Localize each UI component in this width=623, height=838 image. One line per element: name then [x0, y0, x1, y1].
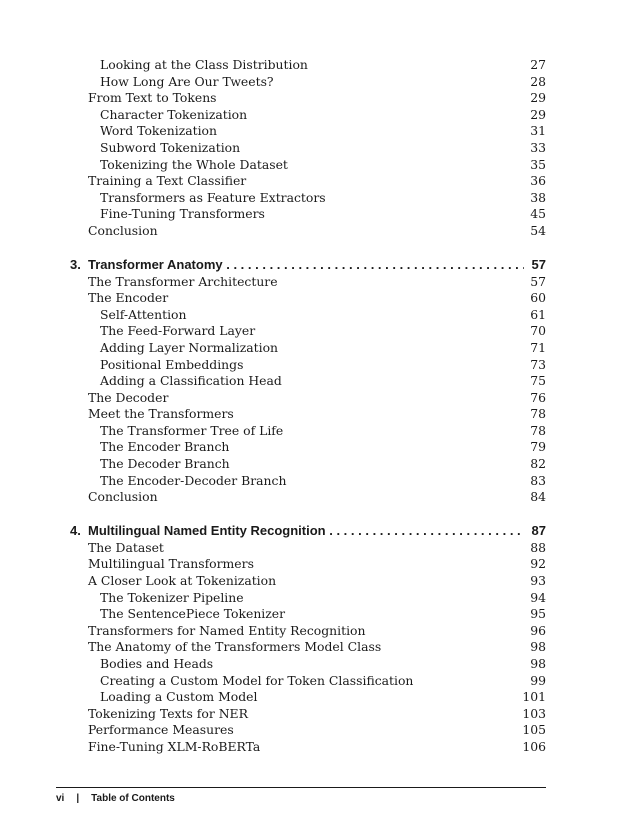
toc-entry-title: Character Tokenization: [100, 106, 248, 122]
toc-section-entry[interactable]: [66, 173, 546, 190]
toc-entry-page-number: 27: [530, 57, 546, 72]
toc-entry-title: The Transformer Architecture: [88, 273, 278, 289]
toc-subsection-entry[interactable]: [66, 373, 546, 390]
toc-entry-title: Looking at the Class Distribution: [100, 57, 308, 72]
toc-section-entry[interactable]: [66, 573, 546, 590]
toc-entry-page-number: 36: [530, 173, 546, 189]
toc-entry-page-number: 76: [530, 389, 546, 405]
toc-subsection-entry[interactable]: [66, 423, 546, 440]
toc-section-entry[interactable]: [66, 556, 546, 573]
toc-entry-title: Tokenizing the Whole Dataset: [100, 156, 288, 172]
toc-entry-title: Adding a Classification Head: [100, 373, 282, 389]
toc-entry-title: The Transformer Tree of Life: [100, 422, 284, 438]
toc-entry-title: Bodies and Heads: [100, 656, 214, 671]
toc-entry-page-number: 101: [522, 689, 546, 705]
toc-entry-title: Adding Layer Normalization: [100, 339, 279, 355]
toc-entry-page-number: 33: [530, 139, 546, 155]
toc-subsection-entry[interactable]: [66, 656, 546, 673]
toc-entry-title: A Closer Look at Tokenization: [88, 573, 277, 589]
toc-section-entry[interactable]: [66, 90, 546, 107]
toc-entry-title: How Long Are Our Tweets?: [100, 73, 274, 89]
chapter-number: 3.: [70, 256, 81, 272]
toc-section-entry[interactable]: [66, 639, 546, 656]
chapter-heading[interactable]: [66, 522, 546, 540]
toc-entry-page-number: 29: [530, 106, 546, 122]
toc-section-entry[interactable]: [66, 706, 546, 723]
toc-entry-title: From Text to Tokens: [88, 90, 217, 106]
toc-section-entry[interactable]: [66, 489, 546, 506]
toc-entry-title: Conclusion: [88, 489, 158, 505]
toc-entry-page-number: 70: [530, 323, 546, 339]
toc-section-entry[interactable]: [66, 290, 546, 307]
toc-entry-page-number: 99: [530, 672, 546, 688]
toc-entry-page-number: 71: [530, 339, 546, 355]
toc-subsection-entry[interactable]: [66, 307, 546, 324]
toc-entry-page-number: 84: [530, 489, 546, 505]
toc-entry-page-number: 45: [530, 206, 546, 222]
toc-subsection-entry[interactable]: [66, 456, 546, 473]
toc-entry-title: Creating a Custom Model for Token Classification: [100, 672, 414, 688]
toc-entry-page-number: 96: [530, 622, 546, 638]
toc-entry-title: Tokenizing Texts for NER: [88, 705, 248, 721]
toc-entry-title: Loading a Custom Model: [100, 689, 258, 705]
toc-entry-page-number: 95: [530, 606, 546, 622]
toc-entry-title: Word Tokenization: [100, 123, 217, 139]
toc-entry-title: Conclusion: [88, 222, 158, 238]
toc-entry-page-number: 29: [530, 90, 546, 106]
toc-section-entry[interactable]: [66, 739, 546, 756]
toc-subsection-entry[interactable]: [66, 590, 546, 607]
toc-entry-title: Performance Measures: [88, 722, 234, 738]
toc-entry-page-number: 31: [530, 123, 546, 139]
toc-subsection-entry[interactable]: [66, 140, 546, 157]
toc-entry-page-number: 93: [530, 573, 546, 589]
toc-entry-title: The Feed-Forward Layer: [100, 323, 256, 339]
toc-subsection-entry[interactable]: [66, 473, 546, 490]
toc-subsection-entry[interactable]: [66, 340, 546, 357]
toc-entry-page-number: 78: [530, 406, 546, 422]
toc-subsection-entry[interactable]: [66, 157, 546, 174]
toc-entry-title: The Encoder: [88, 290, 169, 306]
toc-entry-page-number: 38: [530, 189, 546, 205]
footer-page-number: vi: [56, 793, 65, 804]
toc-entry-page-number: 106: [522, 738, 546, 754]
toc-entry-page-number: 35: [530, 156, 546, 172]
toc-entry-page-number: 75: [530, 373, 546, 389]
toc-entry-page-number: 92: [530, 556, 546, 572]
toc-entry-page-number: 103: [522, 705, 546, 721]
toc-section-entry[interactable]: [66, 223, 546, 240]
toc-entry-title: Meet the Transformers: [88, 406, 234, 422]
toc-entry-page-number: 105: [522, 722, 546, 738]
toc-entry-page-number: 83: [530, 472, 546, 488]
toc-entry-title: Self-Attention: [100, 306, 187, 322]
toc-entry-page-number: 73: [530, 356, 546, 372]
toc-subsection-entry[interactable]: [66, 206, 546, 223]
toc-entry-title: Transformers for Named Entity Recognition: [88, 622, 366, 638]
toc-subsection-entry[interactable]: [66, 74, 546, 91]
chapter-heading[interactable]: [66, 256, 546, 274]
toc-entry-title: Transformers as Feature Extractors: [100, 189, 326, 205]
toc-entry-title: Training a Text Classifier: [88, 173, 247, 189]
chapter-number: 4.: [70, 522, 81, 538]
toc-entry-page-number: 54: [530, 222, 546, 238]
toc-entry-title: The Decoder: [88, 389, 169, 405]
toc-entry-page-number: 60: [530, 290, 546, 306]
toc-entry-title: Positional Embeddings: [100, 356, 244, 372]
toc-section-entry[interactable]: [66, 390, 546, 407]
toc-entry-title: The Encoder-Decoder Branch: [100, 472, 287, 488]
toc-entry-title: Subword Tokenization: [100, 139, 241, 155]
chapter-page-number: 87: [531, 522, 546, 538]
toc-section-entry[interactable]: [66, 623, 546, 640]
toc-section-entry[interactable]: [66, 406, 546, 423]
toc-entry-page-number: 28: [530, 73, 546, 89]
toc-subsection-entry[interactable]: [66, 689, 546, 706]
toc-section-entry[interactable]: [66, 274, 546, 291]
toc-entry-title: Fine-Tuning XLM-RoBERTa: [88, 738, 261, 754]
toc-entry-page-number: 79: [530, 439, 546, 455]
toc-entry-title: Multilingual Transformers: [88, 556, 254, 572]
table-of-contents: [66, 57, 546, 756]
footer-separator: |: [76, 793, 80, 804]
toc-entry-page-number: 57: [530, 273, 546, 289]
toc-subsection-entry[interactable]: [66, 439, 546, 456]
toc-entry-page-number: 78: [530, 422, 546, 438]
chapter-title: Multilingual Named Entity Recognition . . .: [88, 522, 524, 540]
toc-entry-title: The Decoder Branch: [100, 456, 230, 472]
footer-label: Table of Contents: [91, 793, 175, 804]
toc-section-entry[interactable]: [66, 722, 546, 739]
toc-subsection-entry[interactable]: [66, 606, 546, 623]
toc-entry-page-number: 82: [530, 456, 546, 472]
toc-entry-page-number: 94: [530, 589, 546, 605]
toc-subsection-entry[interactable]: [66, 673, 546, 690]
toc-entry-title: The Tokenizer Pipeline: [100, 589, 244, 605]
toc-entry-title: The SentencePiece Tokenizer: [100, 606, 286, 622]
toc-subsection-entry[interactable]: [66, 107, 546, 124]
chapter-page-number: 57: [531, 256, 546, 272]
toc-entry-page-number: 61: [530, 306, 546, 322]
toc-entry-title: The Encoder Branch: [100, 439, 230, 455]
toc-subsection-entry[interactable]: [66, 190, 546, 207]
toc-entry-title: The Dataset: [88, 539, 164, 555]
toc-entry-page-number: 88: [530, 539, 546, 555]
toc-entry-page-number: 98: [530, 639, 546, 655]
toc-entry-page-number: 98: [530, 656, 546, 671]
chapter-title: Transformer Anatomy . . .: [88, 256, 524, 274]
footer-rule: [56, 787, 546, 788]
toc-subsection-entry[interactable]: [66, 357, 546, 374]
toc-subsection-entry[interactable]: [66, 123, 546, 140]
toc-subsection-entry[interactable]: [66, 57, 546, 74]
toc-entry-title: Fine-Tuning Transformers: [100, 206, 265, 222]
toc-subsection-entry[interactable]: [66, 323, 546, 340]
page-footer: [56, 793, 175, 804]
toc-entry-title: The Anatomy of the Transformers Model Class: [88, 639, 382, 655]
toc-section-entry[interactable]: [66, 540, 546, 557]
